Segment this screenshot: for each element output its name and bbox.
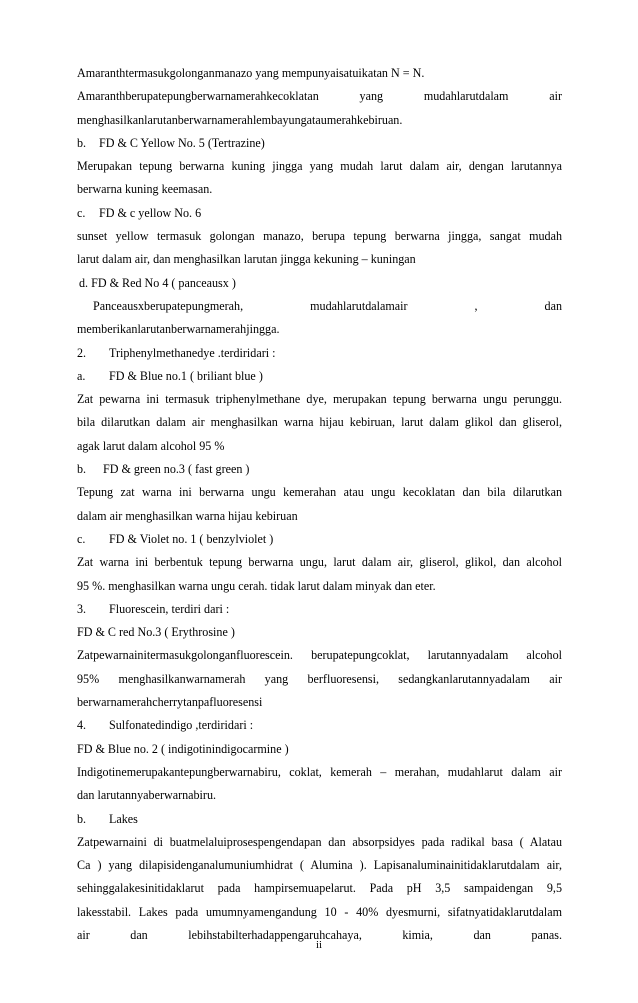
list-item-heading [77,202,562,225]
text-line: dalam air menghasilkan warna hijau kebiruan [77,508,298,523]
page-number: ii [315,939,323,951]
text-line: larut dalam air, dan menghasilkan larutan jingga kekuning – kuningan [77,252,416,267]
text-line: berwarnamerahcherrytanpafluoresensi [77,695,263,710]
section-number: 3. [77,601,87,616]
text-line: Tepung zat warna ini berwarna ungu kemerahan atau ungu kecoklatan dan bila dilarutkan [77,485,562,500]
text-line: Amaranthtermasukgolonganmanazo yang mempunyaisatuikatan N = N. [77,66,425,80]
text-line: Zat warna ini berbentuk tepung berwarna ungu, larut dalam air, gliserol, glikol, dan alcohol [77,555,562,570]
section-heading [77,342,562,365]
section-number: 4. [77,718,87,733]
list-item-title: FD & c yellow No. 6 [99,205,202,220]
text-line: Amaranthberupatepungberwarnamerahkecoklatan yang mudahlarutdalam air [77,89,562,104]
subsection-heading: FD & Blue no. 2 ( indigotinindigocarmine ) [77,741,289,756]
text-line: Zat pewarna ini termasuk triphenylmethane dye, merupakan tepung berwarna ungu perunggu. [77,392,562,407]
list-marker: a. [77,368,86,383]
text-line: Panceausxberupatepungmerah, mudahlarutdalamair , dan [93,298,562,313]
section-title: Fluorescein, terdiri dari : [109,601,230,616]
list-item-heading [77,132,562,155]
list-item-title: FD & Violet no. 1 ( benzylviolet ) [109,531,274,546]
document-body [77,62,562,947]
text-line: berwarna kuning keemasan. [77,182,213,197]
text-line: Merupakan tepung berwarna kuning jingga yang mudah larut dalam air, dengan larutannya [77,159,562,174]
subsection-heading: FD & C red No.3 ( Erythrosine ) [77,625,235,640]
text-line: dan larutannyaberwarnabiru. [77,788,217,803]
text-line: 95 %. menghasilkan warna ungu cerah. tidak larut dalam minyak dan eter. [77,578,436,593]
list-item-title: FD & Blue no.1 ( briliant blue ) [109,368,263,383]
text-line: memberikanlarutanberwarnamerahjingga. [77,322,280,337]
text-line: bila dilarutkan dalam air menghasilkan warna hijau kebiruan, larut dalam glikol dan gliserol, [77,415,562,430]
text-line: sunset yellow termasuk golongan manazo, berupa tepung berwarna jingga, sangat mudah [77,229,562,244]
text-line: agak larut dalam alcohol 95 % [77,438,225,453]
text-line: Zatpewarnaini di buatmelaluiprosespengendapan dan absorpsidyes pada radikal basa ( Alatau [77,834,562,849]
list-item-title: FD & C Yellow No. 5 (Tertrazine) [99,135,265,150]
section-heading [77,598,562,621]
text-line: air dan lebihstabilterhadappengaruhcahaya, kimia, dan panas. [77,927,562,942]
list-item-heading [77,808,562,831]
section-title: Triphenylmethanedye .terdiridari : [109,345,276,360]
text-line: 95% menghasilkanwarnamerah yang berfluoresensi, sedangkanlarutannyadalam air [77,671,562,686]
list-item-title: FD & green no.3 ( fast green ) [103,462,250,477]
section-number: 2. [77,345,87,360]
list-marker: b. [77,811,87,826]
list-marker: b. [77,135,87,150]
list-marker: b. [77,462,87,477]
section-title: Sulfonatedindigo ,terdiridari : [109,718,254,733]
list-item-heading [77,528,562,551]
text-line: Zatpewarnainitermasukgolonganfluorescein. berupatepungcoklat, larutannyadalam alcohol [77,648,562,663]
text-line: menghasilkanlarutanberwarnamerahlembayungataumerahkebiruan. [77,112,403,127]
text-line: sehinggalakesinitidaklarut pada hampirsemuapelarut. Pada pH 3,5 sampaidengan 9,5 [77,881,562,896]
list-marker: c. [77,205,86,220]
text-line: lakesstabil. Lakes pada umumnyamengandung 10 - 40% dyesmurni, sifatnyatidaklarutdalam [77,904,562,919]
list-item-title: Lakes [109,811,138,826]
list-item-heading [77,365,562,388]
list-item-heading: d. FD & Red No 4 ( panceausx ) [79,275,236,290]
section-heading [77,714,562,737]
text-line: Ca ) yang dilapisidenganalumuniumhidrat ( Alumina ). Lapisanaluminainitidaklarutdalam air, [77,858,562,873]
list-marker: c. [77,531,86,546]
text-line: Indigotinemerupakantepungberwarnabiru, coklat, kemerah – merahan, mudahlarut dalam air [77,764,562,779]
list-item-heading [77,458,562,481]
